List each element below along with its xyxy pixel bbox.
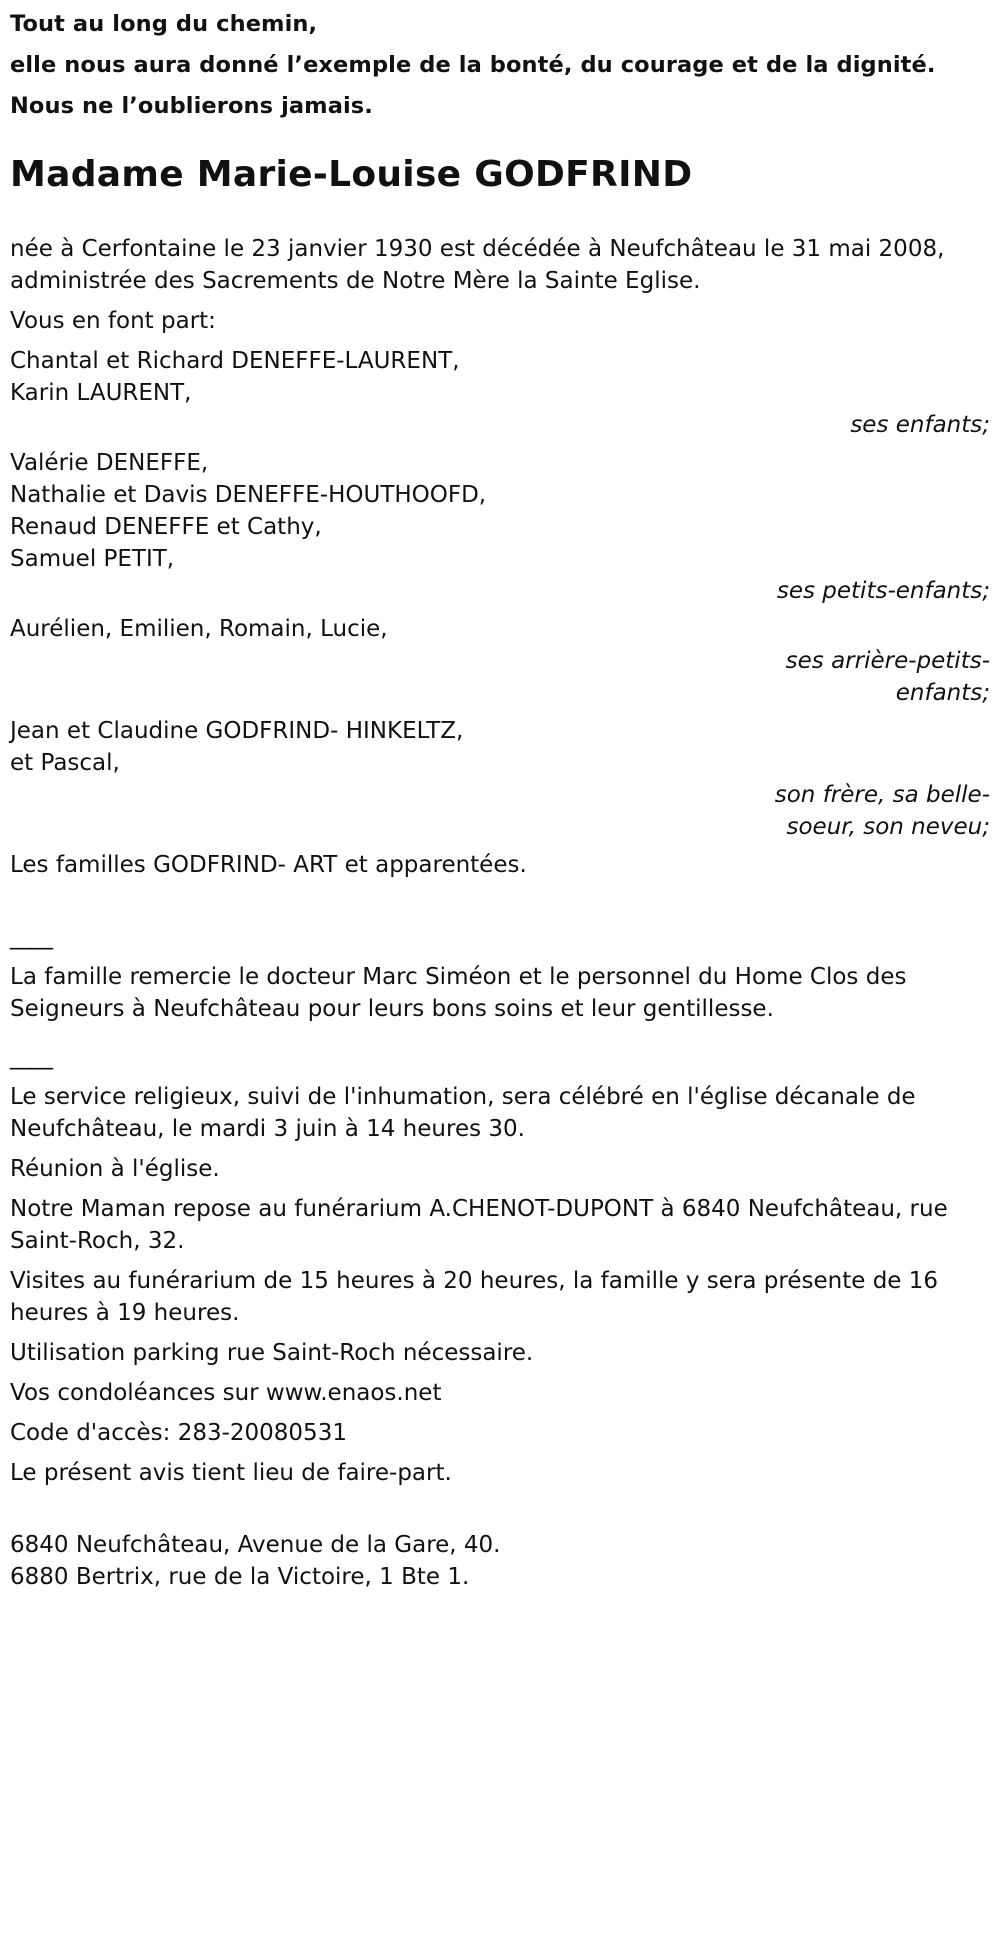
spacer <box>10 889 990 921</box>
access-code: Code d'accès: 283-20080531 <box>10 1420 347 1446</box>
extended-family: Les familles GODFRIND- ART et apparentées. <box>10 852 527 878</box>
family-name: Samuel PETIT, <box>10 546 175 572</box>
condolences-info: Vos condoléances sur www.enaos.net <box>10 1380 442 1406</box>
family-name: Valérie DENEFFE, <box>10 450 209 476</box>
rest-info: Notre Maman repose au funérarium A.CHENOT-DUPONT à 6840 Neufchâteau, rue Saint-Roch, 32. <box>10 1196 948 1254</box>
family-name: Nathalie et Davis DENEFFE-HOUTHOOFD, <box>10 482 487 508</box>
intro-line-3: Nous ne l’oublierons jamais. <box>10 93 373 119</box>
share-intro: Vous en font part: <box>10 308 216 334</box>
family-name: et Pascal, <box>10 750 120 776</box>
spacer <box>10 1033 990 1041</box>
section-divider: ____ <box>10 924 52 950</box>
intro-line-2: elle nous aura donné l’exemple de la bonté, du courage et de la dignité. <box>10 52 936 78</box>
deceased-name: Madame Marie-Louise GODFRIND <box>10 154 693 195</box>
intro-verse <box>10 8 990 123</box>
family-name: Chantal et Richard DENEFFE-LAURENT, <box>10 348 460 374</box>
thanks-paragraph: La famille remercie le docteur Marc Siméon et le personnel du Home Clos des Seigneurs à Neufchâteau pour leurs bons soins et leur gentillesse. <box>10 964 907 1022</box>
family-group-siblings <box>10 715 990 843</box>
address-line: 6880 Bertrix, rue de la Victoire, 1 Bte 1. <box>10 1564 470 1590</box>
notice-info: Le présent avis tient lieu de faire-part. <box>10 1460 452 1486</box>
intro-line-1: Tout au long du chemin, <box>10 11 318 37</box>
family-group-children <box>10 345 990 441</box>
death-announcement: née à Cerfontaine le 23 janvier 1930 est décédée à Neufchâteau le 31 mai 2008, administrée des Sacrements de Notre Mère la Sainte Eglise. <box>10 236 945 294</box>
family-name: Jean et Claudine GODFRIND- HINKELTZ, <box>10 718 464 744</box>
family-name: Renaud DENEFFE et Cathy, <box>10 514 322 540</box>
relation-label: ses petits-enfants; <box>776 578 990 604</box>
family-name: Karin LAURENT, <box>10 380 192 406</box>
meeting-info: Réunion à l'église. <box>10 1156 220 1182</box>
relation-label: ses enfants; <box>850 412 990 438</box>
addresses <box>10 1529 990 1593</box>
parking-info: Utilisation parking rue Saint-Roch nécessaire. <box>10 1340 534 1366</box>
ceremony-info: Le service religieux, suivi de l'inhumation, sera célébré en l'église décanale de Neufchâteau, le mardi 3 juin à 14 heures 30. <box>10 1084 916 1142</box>
family-name: Aurélien, Emilien, Romain, Lucie, <box>10 616 388 642</box>
relation-label: son frère, sa belle-soeur, son neveu; <box>774 782 990 840</box>
address-line: 6840 Neufchâteau, Avenue de la Gare, 40. <box>10 1532 501 1558</box>
visits-info: Visites au funérarium de 15 heures à 20 heures, la famille y sera présente de 16 heures à 19 heures. <box>10 1268 939 1326</box>
relation-label: ses arrière-petits-enfants; <box>785 648 990 706</box>
family-group-grandchildren <box>10 447 990 607</box>
section-divider: ____ <box>10 1044 52 1070</box>
family-group-great-grandchildren <box>10 613 990 709</box>
spacer <box>10 1497 990 1529</box>
